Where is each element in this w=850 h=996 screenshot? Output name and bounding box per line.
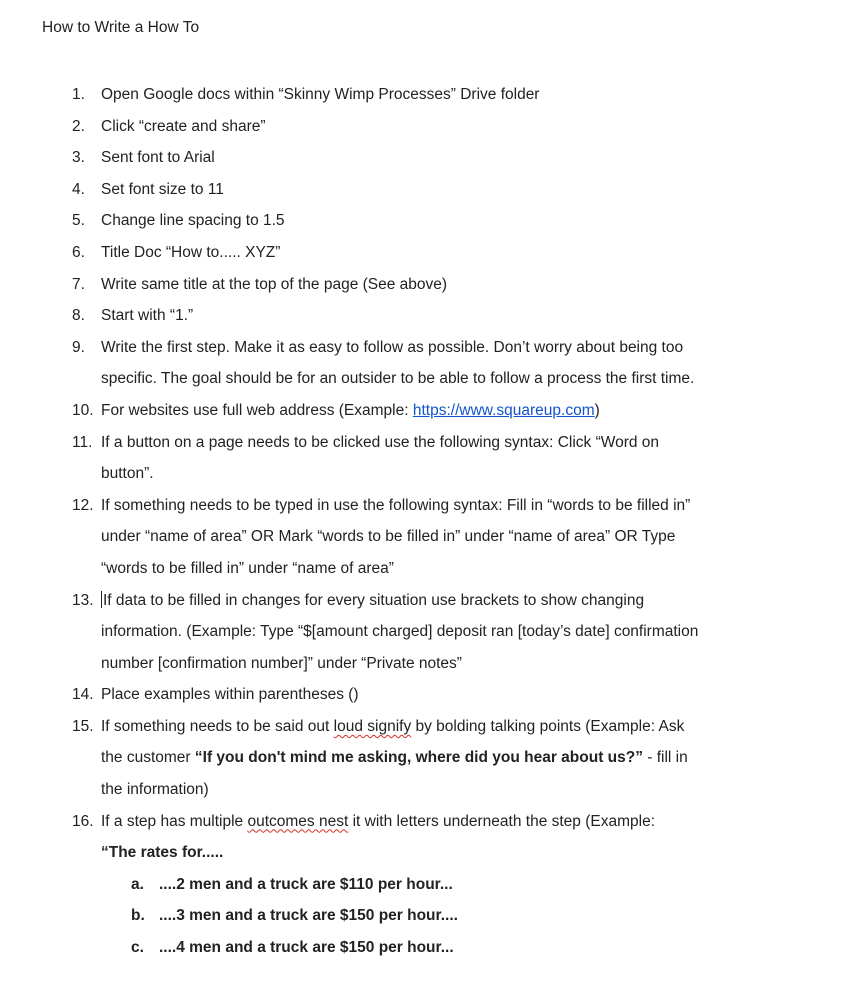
sub-item-text: ....4 men and a truck are $150 per hour... (159, 939, 454, 957)
step-text: Open Google docs within “Skinny Wimp Processes” Drive folder (101, 86, 540, 103)
step-text-line (101, 742, 850, 774)
step-text: Title Doc “How to..... XYZ” (101, 243, 281, 261)
step-text-line (101, 585, 850, 617)
step-text-line (101, 806, 850, 838)
sub-item-text: ....2 men and a truck are $110 per hour... (159, 875, 453, 893)
step-number: 16. (72, 812, 94, 830)
step-item-16 (0, 806, 850, 869)
step-item-11 (0, 427, 850, 490)
step-item-8 (0, 300, 850, 332)
step-item-9 (0, 332, 850, 395)
step-text: Change line spacing to 1.5 (101, 212, 285, 230)
step-item-7 (0, 269, 850, 301)
step-item-5 (0, 205, 850, 237)
step-item-3 (0, 142, 850, 174)
step-text: If a step has multiple (101, 812, 248, 830)
step-number: 1. (72, 86, 85, 103)
step-text-line (101, 395, 850, 427)
step-number: 10. (72, 401, 94, 419)
step-number: 6. (72, 243, 85, 261)
step-text: ) (594, 401, 600, 419)
step-text: Place examples within parentheses () (101, 686, 359, 704)
step-text-line: information. (Example: Type “$[amount charged] deposit ran [today’s date] confirmation (101, 623, 699, 641)
step-text: the customer (101, 749, 195, 767)
sub-item-b (0, 900, 850, 932)
steps-list (0, 79, 850, 964)
squareup-link[interactable]: https://www.squareup.com (412, 401, 595, 419)
step-text: If something needs to be said out (101, 717, 334, 735)
step-text: Write same title at the top of the page (See above) (101, 275, 448, 293)
step-text-line (101, 711, 850, 743)
step-text: Click “create and share” (101, 117, 266, 135)
step-number: 7. (72, 275, 85, 293)
step-number: 11. (72, 433, 93, 451)
sub-item-a (0, 869, 850, 901)
spellcheck-flagged-text[interactable]: outcomes nest (247, 812, 349, 830)
step-number: 13. (72, 591, 94, 609)
text-cursor (101, 591, 102, 608)
document-title: How to Write a How To (42, 19, 200, 36)
step-text: Set font size to 11 (101, 180, 224, 198)
step-text: Sent font to Arial (101, 149, 215, 167)
step-text-line: “words to be filled in” under “name of area” (101, 559, 394, 577)
step-item-14 (0, 679, 850, 711)
step-item-10 (0, 395, 850, 427)
step-number: 3. (72, 149, 85, 167)
step-item-13 (0, 585, 850, 680)
step-number: 5. (72, 212, 85, 230)
bold-talking-point: “The rates for..... (101, 844, 224, 862)
sub-item-text: ....3 men and a truck are $150 per hour.... (159, 907, 458, 925)
step-item-2 (0, 111, 850, 143)
step-number: 15. (72, 717, 94, 735)
step-text: If data to be filled in changes for every situation use brackets to show changing (103, 591, 645, 609)
step-text-line: If a button on a page needs to be clicked use the following syntax: Click “Word on (101, 433, 660, 451)
step-text: For websites use full web address (Example: (101, 401, 413, 419)
step-text: it with letters underneath the step (Example: (348, 812, 655, 830)
sub-item-c (0, 932, 850, 964)
step-item-4 (0, 174, 850, 206)
step-text: Start with “1.” (101, 307, 194, 325)
step-number: 14. (72, 686, 94, 704)
step-text: by bolding talking points (Example: Ask (411, 717, 685, 735)
step-number: 2. (72, 117, 85, 135)
step-text: - fill in (642, 749, 688, 767)
step-text-line: If something needs to be typed in use the following syntax: Fill in “words to be filled in” (101, 496, 691, 514)
step-text-line: the information) (101, 781, 209, 799)
step-item-15 (0, 711, 850, 806)
step-text-line: under “name of area” OR Mark “words to be filled in” under “name of area” OR Type (101, 528, 676, 546)
step-item-6 (0, 237, 850, 269)
sub-item-letter: c. (131, 939, 144, 957)
sub-item-letter: a. (131, 875, 144, 893)
step-text-line: specific. The goal should be for an outsider to be able to follow a process the first time. (101, 370, 695, 388)
sub-item-letter: b. (131, 907, 145, 925)
step-text-line: number [confirmation number]” under “Private notes” (101, 654, 462, 672)
spellcheck-flagged-text[interactable]: loud signify (333, 717, 412, 735)
step-text-line: Write the first step. Make it as easy to follow as possible. Don’t worry about being too (101, 338, 684, 356)
step-text-line: button”. (101, 465, 154, 483)
step-item-12 (0, 490, 850, 585)
bold-talking-point: “If you don't mind me asking, where did you hear about us?” (194, 749, 643, 767)
step-number: 8. (72, 307, 85, 325)
step-number: 4. (72, 180, 85, 198)
step-item-1 (0, 79, 850, 111)
step-number: 9. (72, 338, 85, 356)
step-number: 12. (72, 496, 94, 514)
